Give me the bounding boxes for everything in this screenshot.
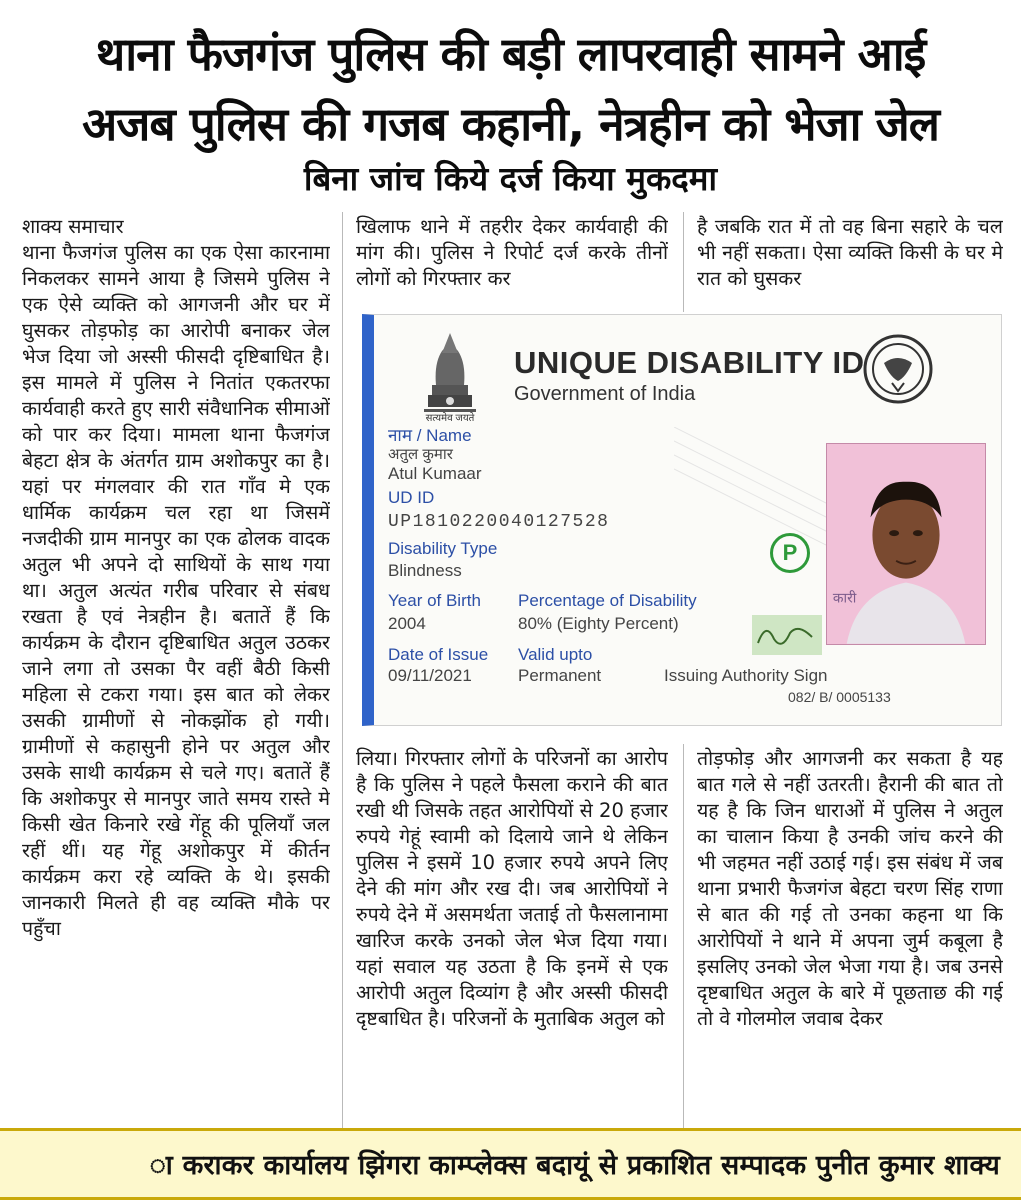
yob-value: 2004 bbox=[388, 614, 426, 633]
article-text: खिलाफ थाने में तहरीर देकर कार्यवाही की मांग की। पुलिस ने रिपोर्ट दर्ज करके तीनों लोगों को गिरफ्तार कर bbox=[356, 215, 668, 290]
valid-upto-value: Permanent bbox=[518, 666, 602, 685]
publisher-footer bbox=[0, 1128, 1021, 1200]
udid-label: UD ID bbox=[388, 488, 435, 507]
name-label: नाम / Name bbox=[388, 426, 472, 445]
date-of-issue-label: Date of Issue bbox=[388, 645, 489, 664]
column-divider bbox=[683, 744, 684, 1128]
disability-type-value: Blindness bbox=[388, 561, 462, 580]
state-seal-icon bbox=[862, 333, 934, 405]
name-value: Atul Kumaar bbox=[388, 464, 482, 483]
headline-line-1: थाना फैजगंज पुलिस की बड़ी लापरवाही सामने आई bbox=[95, 27, 926, 81]
cardholder-photo bbox=[826, 443, 986, 645]
disability-type-label: Disability Type bbox=[388, 539, 498, 558]
p-stamp: P bbox=[770, 533, 810, 573]
article-column-2-top bbox=[356, 214, 668, 318]
article-text: तोड़फोड़ और आगजनी कर सकता है यह बात गले से नहीं उतरती। हैरानी की बात तो यह है कि जिन धाराओं में पुलिस ने अतुल का चालान किया है उनकी जांच करने की भी जहमत नहीं उठाई गई। इस संबंध में जब थाना प्रभारी फैजगंज बेहटा चरण सिंह राणा से बात की गई तो उनका कहना था कि आरोपियों ने थाने में अपना जुर्म कबूला है इसलिए उनको जेल भेजा गया है। जब उनसे दृष्टबाधित अतुल के बारे में पूछताछ की गई तो वे गोलमोल जवाब देकर bbox=[697, 747, 1003, 1030]
card-serial-number: 082/ B/ 0005133 bbox=[788, 689, 891, 705]
name-hindi: अतुल कुमार bbox=[388, 446, 453, 463]
article-column-1 bbox=[22, 214, 330, 1130]
emblem-caption: सत्यमेव जयते bbox=[425, 413, 475, 424]
percentage-label: Percentage of Disability bbox=[518, 591, 697, 610]
article-text: है जबकि रात में तो वह बिना सहारे के चल भी नहीं सकता। ऐसा व्यक्ति किसी के घर मे रात को घुसकर bbox=[697, 215, 1003, 290]
headline-line-2: अजब पुलिस की गजब कहानी, नेत्रहीन को भेजा जेल bbox=[82, 97, 939, 151]
card-subtitle: Government of India bbox=[514, 383, 696, 405]
signature-stamp bbox=[752, 615, 822, 655]
disability-id-card bbox=[362, 314, 1002, 726]
udid-value: UP1810220040127528 bbox=[388, 512, 610, 532]
issuing-authority-sign-label: Issuing Authority Sign bbox=[664, 666, 828, 685]
column-divider bbox=[683, 212, 684, 312]
card-title: UNIQUE DISABILITY ID bbox=[514, 345, 865, 380]
percentage-value: 80% (Eighty Percent) bbox=[518, 614, 679, 633]
footer-text: ा कराकर कार्यालय झिंगरा काम्प्लेक्स बदायूं से प्रकाशित सम्पादक पुनीत कुमार शाक्य bbox=[149, 1150, 1000, 1181]
byline: शाक्य समाचार bbox=[22, 215, 124, 238]
subheadline: बिना जांच किये दर्ज किया मुकदमा bbox=[303, 159, 718, 198]
valid-upto-label: Valid upto bbox=[518, 645, 593, 664]
article-column-2-bottom bbox=[356, 746, 668, 1130]
article-column-3-bottom bbox=[697, 746, 1003, 1130]
article-text: लिया। गिरफ्तार लोगों के परिजनों का आरोप है कि पुलिस ने पहले फैसला कराने की बात रखी थी जिसके तहत आरोपियों से 20 हजार रुपये गेहूं स्वामी को दिलाये जाने थे लेकिन पुलिस ने इसमें 10 हजार रुपये अपने लिए देने की मांग और रख दी। जब आरोपियों ने रुपये देने में असमर्थता जताई तो फैसलानामा खारिज करके उनको जेल भेज दिया गया। यहां सवाल यह उठता है कि इनमें से एक आरोपी अतुल दिव्यांग है और अस्सी फीसदी दृष्टबाधित है। परिजनों के मुताबिक अतुल को bbox=[356, 747, 668, 1030]
yob-label: Year of Birth bbox=[388, 591, 481, 610]
column-divider bbox=[342, 212, 343, 1128]
ashoka-emblem-icon bbox=[414, 323, 486, 423]
svg-text:कारी: कारी bbox=[832, 590, 857, 607]
article-text: थाना फैजगंज पुलिस का एक ऐसा कारनामा निकलकर सामने आया है जिसमे पुलिस ने एक ऐसे व्यक्ति को आगजनी और घर में घुसकर तोड़फोड़ का आरोपी बनाकर जेल भेज दिया जो अस्सी फीसदी दृष्टिबाधित है। इस मामले में पुलिस ने नितांत एकतरफा कार्यवाही करते हुए सारी संवैधानिक सीमाओं को पार कर दिया। मामला थाना फैजगंज बेहटा क्षेत्र के अंतर्गत ग्राम अशोकपुर का है। यहां पर मंगलवार की रात गाँव मे एक धार्मिक कार्यक्रम चल रहा था जिसमें नजदीकी ग्राम मानपुर का एक ढोलक वादक अतुल भी अपने दो साथियों के साथ गया था। अतुल अत्यंत गरीब परिवार से संबध रखता है एवं नेत्रहीन है। बतातें हैं कि कार्यक्रम के दौरान दृष्टिबाधित अतुल उठकर जाने लगा तो उसका पैर वहीं बैठी किसी महिला से टकरा गया। इस बात को लेकर उसकी ग्रामीणों से नोकझोंक हो गयी। ग्रामीणों से कहासुनी होने पर अतुल और उसके साथी कार्यक्रम से चले गए। बतातें हैं कि अशोकपुर से मानपुर जाते समय रास्ते मे किसी खेत किनारे रखे गेंहू की पूलियाँ जल रहीं थीं। यह गेंहू अशोकपुर में कीर्तन कार्यक्रम करा रहे व्यक्ति के थे। इसकी जानकारी मिलते ही वह व्यक्ति मौके पर पहुँचा bbox=[22, 241, 330, 940]
date-of-issue-value: 09/11/2021 bbox=[388, 666, 472, 685]
article-column-3-top bbox=[697, 214, 1003, 318]
